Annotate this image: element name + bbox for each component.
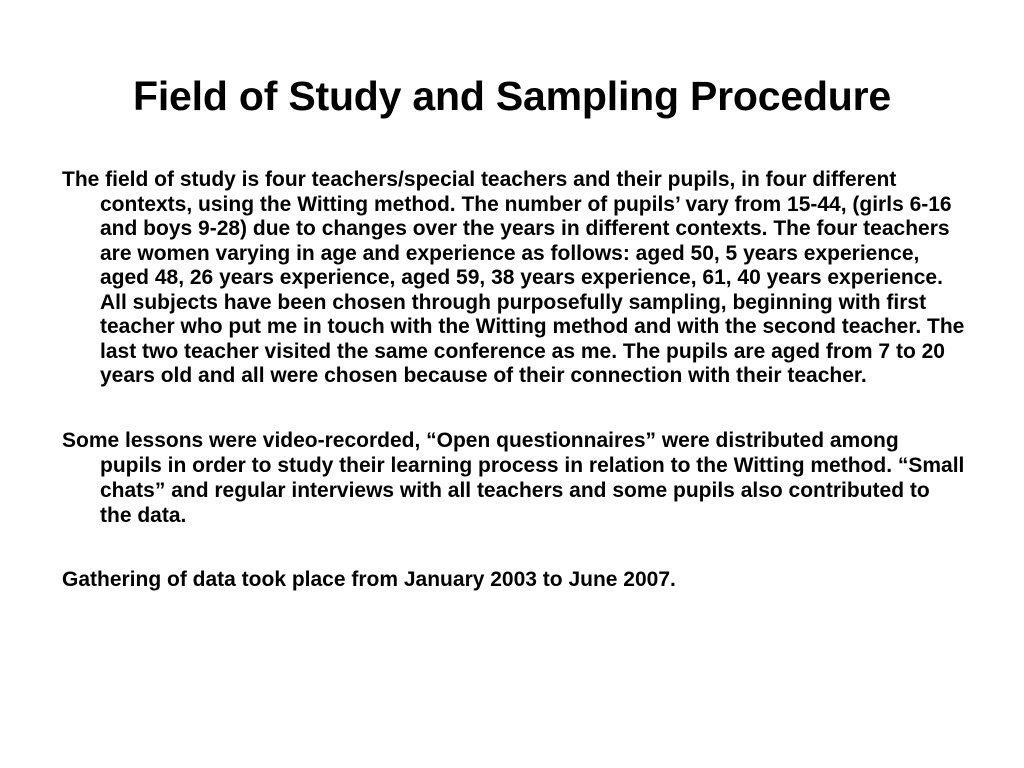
slide-title: Field of Study and Sampling Procedure <box>132 73 892 119</box>
body-paragraph-data-collection: Some lessons were video-recorded, “Open questionnaires” were distributed among pupils in order to study their learning process in relation to the Witting method. “Small chats” and regular interviews with all teachers and some pupils also contributed to the data. <box>62 428 965 528</box>
body-paragraph-field-of-study: The field of study is four teachers/special teachers and their pupils, in four different contexts, using the Witting method. The number of pupils’ vary from 15-44, (girls 6-16 and boys 9-28) due to changes over the years in different contexts. The four teachers are women varying in age and experience as follows: aged 50, 5 years experience, aged 48, 26 years experience, aged 59, 38 years experience, 61, 40 years experience. All subjects have been chosen through purposefully sampling, beginning with first teacher who put me in touch with the Witting method and with the second teacher. The last two teacher visited the same conference as me. The pupils are aged from 7 to 20 years old and all were chosen because of their connection with their teacher. <box>62 168 965 387</box>
slide-body <box>62 168 966 592</box>
body-paragraph-data-period: Gathering of data took place from January 2003 to June 2007. <box>62 567 676 591</box>
